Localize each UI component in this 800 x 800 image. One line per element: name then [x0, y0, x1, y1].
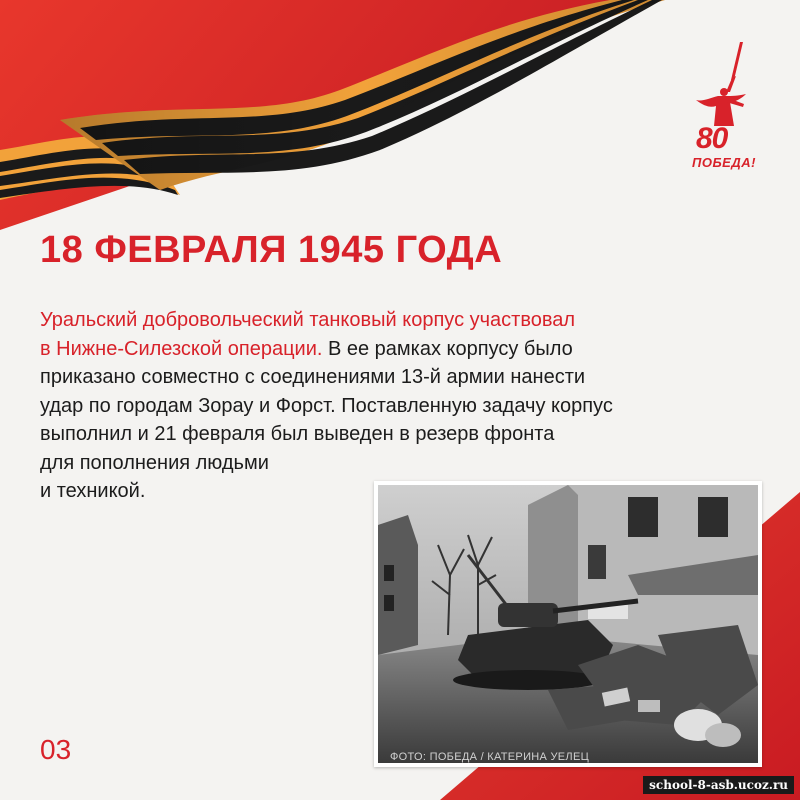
body-line-2 [40, 335, 780, 364]
site-watermark[interactable]: school-8-asb.ucoz.ru [643, 776, 794, 794]
logo-number: 80 [696, 122, 728, 155]
body-line-2-rest: В ее рамках корпусу было [322, 337, 573, 360]
body-line-3: приказано совместно с соединениями 13-й армии нанести [40, 366, 586, 388]
motherland-statue-icon [688, 40, 768, 130]
logo-word: ПОБЕДА! [692, 155, 756, 170]
st-george-ribbon-icon [0, 0, 680, 210]
body-line-1: Уральский добровольческий танковый корпус участвовал [40, 309, 576, 331]
body-line-4: удар по городам Зорау и Форст. Поставленную задачу корпус [40, 394, 613, 417]
page-number: 03 [40, 734, 72, 765]
destroyed-tank-street-photo [378, 485, 758, 763]
body-line-5: выполнил и 21 февраля был выведен в резерв фронта [40, 423, 555, 445]
body-line-6: для пополнения людьми [40, 451, 269, 474]
body-text [40, 306, 780, 506]
victory-80-logo [688, 40, 768, 190]
body-line-7: и техникой. [40, 480, 146, 502]
body-line-2-accent: в Нижне-Силезской операции. [40, 337, 323, 360]
historical-photo [374, 481, 762, 767]
photo-credit: ФОТО: ПОБЕДА / КАТЕРИНА УЕЛЕЦ [390, 751, 590, 763]
page-title: 18 ФЕВРАЛЯ 1945 ГОДА [40, 229, 503, 271]
